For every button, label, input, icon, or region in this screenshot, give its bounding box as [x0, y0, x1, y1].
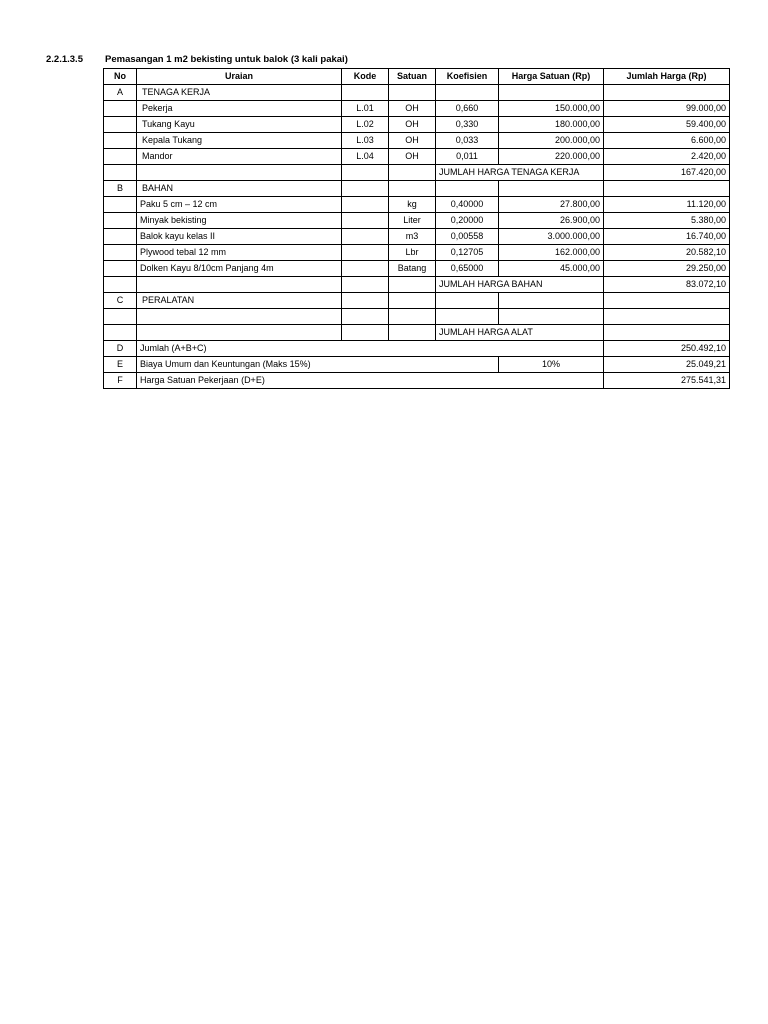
summary-label: Biaya Umum dan Keuntungan (Maks 15%) [137, 357, 499, 373]
section-row-bahan [104, 181, 730, 197]
item-koefisien: 0,330 [436, 117, 499, 133]
item-harga-satuan: 180.000,00 [499, 117, 604, 133]
table-header-row [104, 69, 730, 85]
item-kode: L.03 [342, 133, 389, 149]
item-koefisien: 0,011 [436, 149, 499, 165]
total-label: JUMLAH HARGA ALAT [436, 325, 604, 341]
summary-no: F [104, 373, 137, 389]
total-label: JUMLAH HARGA TENAGA KERJA [436, 165, 604, 181]
total-value: 83.072,10 [604, 277, 730, 293]
section-no: C [104, 293, 137, 309]
total-row-peralatan [104, 325, 730, 341]
item-uraian: Balok kayu kelas II [137, 229, 342, 245]
item-koefisien: 0,660 [436, 101, 499, 117]
section-no: B [104, 181, 137, 197]
item-uraian: Mandor [137, 149, 342, 165]
summary-percent: 10% [499, 357, 604, 373]
item-kode [342, 213, 389, 229]
item-uraian: Plywood tebal 12 mm [137, 245, 342, 261]
table-row [104, 133, 730, 149]
item-kode [342, 197, 389, 213]
item-kode: L.02 [342, 117, 389, 133]
summary-row-d [104, 341, 730, 357]
item-kode [342, 261, 389, 277]
section-label: TENAGA KERJA [137, 85, 342, 101]
item-satuan: OH [389, 117, 436, 133]
item-koefisien: 0,40000 [436, 197, 499, 213]
item-satuan: OH [389, 149, 436, 165]
table-row [104, 149, 730, 165]
header-satuan: Satuan [389, 69, 436, 85]
item-satuan: OH [389, 101, 436, 117]
table-row [104, 197, 730, 213]
item-jumlah: 99.000,00 [604, 101, 730, 117]
summary-label: Jumlah (A+B+C) [137, 341, 604, 357]
item-kode: L.04 [342, 149, 389, 165]
summary-row-f [104, 373, 730, 389]
item-uraian: Kepala Tukang [137, 133, 342, 149]
summary-row-e [104, 357, 730, 373]
item-koefisien: 0,12705 [436, 245, 499, 261]
section-title: Pemasangan 1 m2 bekisting untuk balok (3 kali pakai) [105, 54, 348, 65]
item-harga-satuan: 45.000,00 [499, 261, 604, 277]
item-uraian: Pekerja [137, 101, 342, 117]
item-jumlah: 29.250,00 [604, 261, 730, 277]
section-label: BAHAN [137, 181, 342, 197]
table-row [104, 213, 730, 229]
item-koefisien: 0,65000 [436, 261, 499, 277]
total-value: 167.420,00 [604, 165, 730, 181]
header-kode: Kode [342, 69, 389, 85]
header-koefisien: Koefisien [436, 69, 499, 85]
item-jumlah: 5.380,00 [604, 213, 730, 229]
item-harga-satuan: 200.000,00 [499, 133, 604, 149]
table-row [104, 101, 730, 117]
summary-value: 25.049,21 [604, 357, 730, 373]
item-harga-satuan: 150.000,00 [499, 101, 604, 117]
item-koefisien: 0,033 [436, 133, 499, 149]
table-row [104, 261, 730, 277]
total-row-bahan [104, 277, 730, 293]
item-jumlah: 11.120,00 [604, 197, 730, 213]
item-kode: L.01 [342, 101, 389, 117]
summary-label: Harga Satuan Pekerjaan (D+E) [137, 373, 604, 389]
item-satuan: OH [389, 133, 436, 149]
item-uraian: Dolken Kayu 8/10cm Panjang 4m [137, 261, 342, 277]
summary-value: 275.541,31 [604, 373, 730, 389]
summary-no: D [104, 341, 137, 357]
item-harga-satuan: 162.000,00 [499, 245, 604, 261]
total-row-tenaga-kerja [104, 165, 730, 181]
item-harga-satuan: 3.000.000,00 [499, 229, 604, 245]
section-no: A [104, 85, 137, 101]
section-label: PERALATAN [137, 293, 342, 309]
header-jumlah-harga: Jumlah Harga (Rp) [604, 69, 730, 85]
item-uraian: Tukang Kayu [137, 117, 342, 133]
item-jumlah: 2.420,00 [604, 149, 730, 165]
item-jumlah: 6.600,00 [604, 133, 730, 149]
table-row [104, 309, 730, 325]
item-jumlah: 20.582,10 [604, 245, 730, 261]
unit-price-table [103, 68, 730, 389]
item-koefisien: 0,20000 [436, 213, 499, 229]
item-satuan: kg [389, 197, 436, 213]
header-no: No [104, 69, 137, 85]
item-harga-satuan: 220.000,00 [499, 149, 604, 165]
summary-value: 250.492,10 [604, 341, 730, 357]
item-satuan: m3 [389, 229, 436, 245]
item-jumlah: 16.740,00 [604, 229, 730, 245]
item-satuan: Lbr [389, 245, 436, 261]
item-uraian: Minyak bekisting [137, 213, 342, 229]
total-label: JUMLAH HARGA BAHAN [436, 277, 604, 293]
table-row [104, 117, 730, 133]
table-row [104, 229, 730, 245]
item-harga-satuan: 27.800,00 [499, 197, 604, 213]
table-row [104, 245, 730, 261]
item-harga-satuan: 26.900,00 [499, 213, 604, 229]
item-kode [342, 229, 389, 245]
item-uraian: Paku 5 cm – 12 cm [137, 197, 342, 213]
summary-no: E [104, 357, 137, 373]
item-kode [342, 245, 389, 261]
section-number: 2.2.1.3.5 [46, 54, 83, 65]
header-harga-satuan: Harga Satuan (Rp) [499, 69, 604, 85]
total-value [604, 325, 730, 341]
item-jumlah: 59.400,00 [604, 117, 730, 133]
section-row-peralatan [104, 293, 730, 309]
item-satuan: Liter [389, 213, 436, 229]
item-koefisien: 0,00558 [436, 229, 499, 245]
item-satuan: Batang [389, 261, 436, 277]
section-row-tenaga-kerja [104, 85, 730, 101]
header-uraian: Uraian [137, 69, 342, 85]
